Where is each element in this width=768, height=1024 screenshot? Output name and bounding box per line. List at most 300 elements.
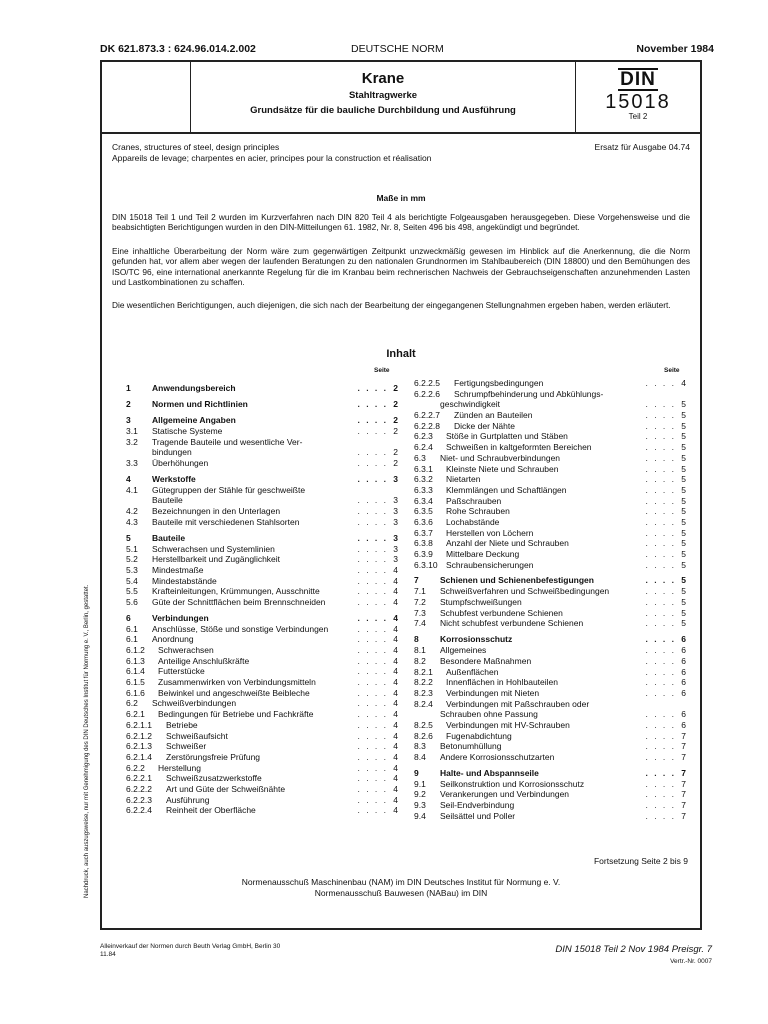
toc-entry-number: 6.2.2.6 [414,388,440,399]
toc-entry [126,656,398,667]
toc-entry-number: 8.2 [414,655,426,666]
toc-entry [414,474,686,485]
toc-entry [126,597,398,608]
toc-entry-number: 6.3.1 [414,463,433,474]
toc-entry-title: Schweißer [166,741,207,752]
toc-entry-page: 5 [681,586,686,597]
toc-entry [126,554,398,565]
toc-entry-page: 5 [681,474,686,485]
toc-leader-dots: . . . . [357,495,388,506]
toc-leader-dots: . . . . [645,687,676,698]
toc-leader-dots: . . . . [645,559,676,570]
distribution-number: Vertr.-Nr. 0007 [670,958,712,965]
toc-entry [414,399,686,410]
toc-entry-number: 7.1 [414,586,426,597]
toc-entry-title: Anordnung [152,634,194,645]
toc-entry [126,741,398,752]
toc-entry-number: 4.3 [126,516,138,527]
toc-entry-title: Stumpfschweißungen [440,597,522,608]
dk-classification: DK 621.873.3 : 624.96.014.2.002 [100,43,256,55]
toc-leader-dots: . . . . [357,698,388,709]
toc-entry-page: 5 [681,463,686,474]
toc-leader-dots: . . . . [357,415,388,425]
toc-entry-page: 7 [681,800,686,811]
toc-entry-page: 6 [681,709,686,720]
toc-entry [126,506,398,517]
toc-entry-title: Güte der Schnittflächen beim Brennschneiden [152,596,326,607]
toc-leader-dots: . . . . [645,677,676,688]
toc-entry-title: Nietarten [446,474,481,485]
paragraph-1: DIN 15018 Teil 1 und Teil 2 wurden im Kurzverfahren nach DIN 820 Teil 4 als berichtigte Folgeausgaben herausgegeben. Diese Vorgehensweise und die beabsichtigten Berichtigungen wurden in den DIN-Mitteilungen 61. 1982, Nr. 8, Seiten 496 bis 498, angekündigt und begründet. [112,212,690,233]
toc-entry-number: 6.3.4 [414,495,433,506]
toc-entry [414,517,686,528]
toc-leader-dots: . . . . [645,789,676,800]
toc-entry-title: Zerstörungsfreie Prüfung [166,751,261,762]
toc-entry-page: 4 [393,741,398,752]
toc-entry-title: Verbindungen mit Nieten [446,687,540,698]
toc-entry [414,549,686,560]
toc-entry [414,421,686,432]
footer-date-code: 11.84 [100,951,116,958]
toc-entry-number: 4.2 [126,506,138,517]
toc-entry-page: 4 [393,783,398,794]
toc-entry [414,431,686,442]
toc-entry-title: Reinheit der Oberfläche [166,805,256,816]
toc-entry-number: 5.4 [126,575,138,586]
toc-entry-page: 7 [681,778,686,789]
toc-entry-number: 6.2 [126,698,138,709]
toc-entry-title: Schweißaufsicht [166,730,228,741]
toc-leader-dots: . . . . [645,767,676,778]
toc-entry-number: 6.3.7 [414,527,433,538]
committee-note [102,877,700,898]
toc-entry [126,709,398,720]
toc-entry-number: 6.2.2 [126,762,145,773]
toc-entry-page: 7 [681,752,686,762]
toc-entry-number: 6.2.2.7 [414,410,440,421]
toc-entry [126,565,398,576]
toc-leader-dots: . . . . [645,730,676,741]
toc-entry-number: 6.1.3 [126,655,145,666]
toc-entry-number: 5.6 [126,596,138,607]
toc-entry [126,458,398,469]
toc-entry [126,677,398,688]
toc-entry [414,586,686,597]
toc-entry [126,437,398,448]
toc-entry-number: 6.3.2 [414,474,433,485]
toc-entry-page: 6 [681,655,686,666]
toc-entry [126,613,398,624]
toc-entry-title: Bauteile [152,495,183,506]
toc-leader-dots: . . . . [645,516,676,527]
title-block [102,62,700,134]
toc-leader-dots: . . . . [645,800,676,811]
toc-leader-dots: . . . . [357,383,388,393]
toc-entry-page: 2 [393,415,398,425]
toc-entry [414,608,686,619]
toc-entry [414,731,686,742]
toc-leader-dots: . . . . [645,442,676,453]
toc-entry-number: 4 [126,473,131,484]
din-number: 15018 [605,91,671,113]
toc-entry-number: 6.1 [126,623,138,634]
toc-entry [126,773,398,784]
toc-entry-title: Statische Systeme [152,426,223,436]
toc-entry-title: Halte- und Abspannseile [440,767,539,778]
toc-entry-title: Kleinste Niete und Schrauben [446,463,559,474]
committee-line-2: Normenausschuß Bauwesen (NABau) im DIN [314,887,488,898]
toc-entry [414,464,686,475]
toc-leader-dots: . . . . [357,655,388,666]
toc-leader-dots: . . . . [357,458,388,469]
toc-entry-page: 3 [393,543,398,554]
paragraph-2: Eine inhaltliche Überarbeitung der Norm wäre zum gegenwärtigen Zeitpunkt unzweckmäßig gewesen im Hinblick auf die Anerkennung, die die Norm gefunden hat, vor allem aber wegen der laufenden Beratungen zu den nationalen Grundnormen im Stahlbaubereich (DIN 18800) und den Bemühungen des ISO/TC 96, eine international anerkannte Regelung für die im Kranbau beim rechnerischen Nachweis der Gebrauchseigenschaften anzunehmenden Lasten und Lastkombinationen zu schaffen. [112,246,690,288]
toc-leader-dots: . . . . [645,575,676,586]
toc-leader-dots: . . . . [645,586,676,597]
toc-entry-page: 3 [393,473,398,484]
toc-entry-title: Zusammenwirken von Verbindungsmitteln [158,677,316,688]
toc-leader-dots: . . . . [645,778,676,789]
toc-entry-title: Rohe Schrauben [446,506,510,517]
toc-entry [126,533,398,544]
toc-entry [126,795,398,806]
toc-leader-dots: . . . . [645,474,676,485]
toc-entry-title: Verbindungen [152,612,209,623]
toc-leader-dots: . . . . [645,719,676,730]
toc-leader-dots: . . . . [357,634,388,645]
toc-entry [414,699,686,710]
toc-entry-number: 6.3.9 [414,549,433,559]
toc-entry-number: 6.2.3 [414,431,433,442]
toc-entry-number: 6.1.2 [126,645,145,655]
toc-entry [126,752,398,763]
toc-entry-title: Schraubensicherungen [446,559,534,570]
toc-entry-title: Betonumhüllung [440,741,502,752]
toc-leader-dots: . . . . [357,612,388,623]
toc-entry-number: 3 [126,415,131,425]
toc-entry-number: 6.3.10 [414,559,438,570]
toc-leader-dots: . . . . [357,516,388,527]
toc-entry-title: Schweißzusatzwerkstoffe [166,773,262,784]
toc-entry-page: 3 [393,495,398,506]
toc-entry [126,415,398,426]
continuation-note: Fortsetzung Seite 2 bis 9 [593,856,688,866]
toc-entry-title: Seil-Endverbindung [440,800,515,811]
toc-leader-dots: . . . . [357,426,388,436]
toc-entry-title: Art und Güte der Schweißnähte [166,783,286,794]
toc-entry-title: Seilkonstruktion und Korrosionsschutz [440,778,585,789]
toc-entry-title: Außenflächen [446,666,499,677]
title-block-center [191,62,576,132]
toc-entry [414,789,686,800]
toc-entry-title: Zünden an Bauteilen [454,410,533,421]
publisher-note: Alleinverkauf der Normen durch Beuth Verlag GmbH, Berlin 30 [100,943,281,950]
toc-entry-page: 2 [393,447,398,458]
toc-entry-number: 6.3.8 [414,538,433,549]
toc-leader-dots: . . . . [645,645,676,656]
toc-entry-page: 7 [681,767,686,778]
toc-heading: Inhalt [386,348,416,360]
toc-entry-page: 7 [681,789,686,800]
toc-entry [414,720,686,731]
document-title: Krane [361,70,405,87]
toc-entry-title: Bedingungen für Betriebe und Fachkräfte [158,709,314,720]
toc-page-label-left: Seite [374,367,390,374]
toc-entry [414,453,686,464]
toc-entry-page: 5 [681,607,686,618]
toc-entry-page: 4 [393,719,398,730]
toc-entry-number: 7 [414,575,419,586]
toc-entry [126,426,398,437]
toc-entry-number: 7.2 [414,597,426,608]
toc-leader-dots: . . . . [645,420,676,431]
toc-entry-number: 5 [126,532,131,543]
toc-entry [414,752,686,763]
toc-entry-title: Herstellung [158,762,201,773]
toc-entry [126,544,398,555]
toc-entry-title: Schrumpfbehinderung und Abkühlungs- [454,388,604,399]
toc-leader-dots: . . . . [357,506,388,517]
toc-entry-title: Allgemeine Angaben [152,415,236,425]
issue-date: November 1984 [636,43,714,55]
toc-entry [414,618,686,629]
toc-entry [126,634,398,645]
toc-entry-title: Schwerachsen und Systemlinien [152,543,275,554]
toc-entry-title: Normen und Richtlinien [152,399,248,409]
toc-entry-number: 6.3.3 [414,484,433,495]
toc-entry [126,517,398,528]
toc-entry [414,768,686,779]
toc-entry-title: Schweißen in kaltgeformten Bereichen [446,442,592,453]
toc-entry-number: 6.2.2.2 [126,783,152,794]
toc-entry [126,666,398,677]
toc-entry-page: 6 [681,634,686,645]
toc-entry [414,560,686,571]
toc-entry-number: 6.2.1 [126,709,145,720]
toc-entry-number: 6.2.1.4 [126,751,152,762]
toc-entry-number: 6.2.1.2 [126,730,152,741]
toc-entry-number: 6.2.2.8 [414,420,440,431]
toc-entry-number: 6.2.2.1 [126,773,152,784]
toc-entry-title: Anwendungsbereich [152,383,236,393]
toc-entry-number: 9 [414,767,419,778]
toc-entry-number: 8 [414,634,419,645]
toc-entry [414,538,686,549]
toc-leader-dots: . . . . [357,805,388,816]
toc-entry-page: 5 [681,559,686,570]
toc-entry-title: Seilsättel und Poller [440,810,516,821]
toc-entry-title: bindungen [152,447,192,458]
french-title: Appareils de levage; charpentes en acier, principes pour la construction et réalisation [112,153,432,163]
toc-leader-dots: . . . . [645,549,676,559]
toc-entry-page: 6 [681,645,686,656]
toc-entry [126,586,398,597]
toc-leader-dots: . . . . [645,431,676,442]
toc-entry [414,811,686,822]
toc-leader-dots: . . . . [357,645,388,655]
toc-entry-page: 4 [393,645,398,655]
toc-entry [414,779,686,790]
toc-leader-dots: . . . . [357,473,388,484]
toc-entry-title: Fugenabdichtung [446,730,512,741]
toc-entry-title: Korrosionsschutz [440,634,513,645]
toc-entry-page: 7 [681,730,686,741]
toc-page-label-right: Seite [664,367,680,374]
toc-entry [126,399,398,410]
toc-entry-page: 5 [681,549,686,559]
toc-leader-dots: . . . . [645,655,676,666]
toc-leader-dots: . . . . [357,532,388,543]
toc-entry-number: 5.5 [126,586,138,597]
toc-entry-title: Tragende Bauteile und wesentliche Ver- [152,436,303,447]
toc-leader-dots: . . . . [645,607,676,618]
toc-leader-dots: . . . . [645,452,676,463]
toc-entry [414,656,686,667]
toc-entry-page: 3 [393,516,398,527]
toc-entry-page: 2 [393,399,398,409]
toc-left-column [126,378,398,816]
toc-leader-dots: . . . . [357,762,388,773]
toc-entry-title: Besondere Maßnahmen [440,655,532,666]
toc-entry [414,709,686,720]
toc-entry-title: Bauteile [152,532,186,543]
toc-entry-number: 8.2.5 [414,719,433,730]
toc-entry-page: 4 [393,751,398,762]
toc-entry-page: 6 [681,687,686,698]
toc-entry [414,575,686,586]
toc-entry [126,698,398,709]
toc-entry-page: 5 [681,495,686,506]
toc-leader-dots: . . . . [645,709,676,720]
din-number-block [576,62,700,132]
toc-entry-page: 4 [393,709,398,720]
toc-entry-number: 6.2.1.3 [126,741,152,752]
toc-entry-number: 9.4 [414,810,426,821]
toc-entry-title: Anzahl der Niete und Schrauben [446,538,569,549]
toc-entry-title: Werkstoffe [152,473,196,484]
toc-entry-page: 3 [393,506,398,517]
intro-block [112,142,690,164]
document-subtitle: Stahltragwerke [348,90,418,101]
toc-leader-dots: . . . . [357,447,388,458]
paragraph-3: Die wesentlichen Berichtigungen, auch diejenigen, die sich nach der Bearbeitung der eingegangenen Stellungnahmen ergeben haben, werden erläutert. [112,300,671,310]
toc-leader-dots: . . . . [645,597,676,608]
toc-entry [414,410,686,421]
toc-entry [126,495,398,506]
toc-leader-dots: . . . . [645,810,676,821]
toc-leader-dots: . . . . [645,666,676,677]
toc-entry-number: 8.3 [414,741,426,752]
toc-leader-dots: . . . . [645,399,676,410]
side-copyright-text: Nachdruck, auch auszugsweise, nur mit Genehmigung des DIN Deutsches Institut für Normung e. V., Berlin, gestattet. [84,584,90,898]
toc-entry-page: 6 [681,719,686,730]
toc-entry-number: 6.2.1.1 [126,719,152,730]
toc-entry-title: Dicke der Nähte [454,420,515,431]
toc-entry [414,741,686,752]
toc-leader-dots: . . . . [357,564,388,575]
top-header-line [100,43,714,57]
toc-entry-title: Bauteile mit verschiedenen Stahlsorten [152,516,300,527]
toc-leader-dots: . . . . [357,773,388,784]
document-subtitle-2: Grundsätze für die bauliche Durchbildung und Ausführung [250,105,516,116]
toc-entry [126,645,398,656]
toc-entry [414,378,686,389]
toc-entry-title: Schwerachsen [158,645,214,655]
toc-entry-page: 4 [393,655,398,666]
toc-entry-title: Verankerungen und Verbindungen [440,789,570,800]
toc-entry [414,677,686,688]
toc-entry-number: 8.4 [414,752,426,762]
toc-entry-title: Anteilige Anschlußkräfte [158,655,250,666]
toc-entry-number: 6.2.2.5 [414,378,440,388]
toc-entry [414,442,686,453]
toc-entry-page: 4 [393,612,398,623]
toc-leader-dots: . . . . [357,687,388,698]
toc-entry-page: 3 [393,532,398,543]
toc-entry-number: 8.2.3 [414,687,433,698]
toc-entry-title: Schienen und Schienenbefestigungen [440,575,594,586]
toc-entry-page: 5 [681,527,686,538]
toc-entry-page: 5 [681,420,686,431]
toc-entry [126,784,398,795]
toc-entry-title: Klemmlängen und Schaftlängen [446,484,567,495]
toc-entry-page: 4 [393,730,398,741]
toc-entry-title: Betriebe [166,719,198,730]
toc-entry [414,528,686,539]
toc-leader-dots: . . . . [645,752,676,762]
deutsche-norm-label: DEUTSCHE NORM [351,43,444,55]
toc-leader-dots: . . . . [645,378,676,388]
toc-entry-page: 6 [681,666,686,677]
toc-leader-dots: . . . . [357,554,388,565]
toc-entry-number: 6.1.4 [126,666,145,677]
toc-entry-page: 4 [393,773,398,784]
toc-entry [126,576,398,587]
toc-entry-page: 5 [681,484,686,495]
din-part: Teil 2 [628,112,648,121]
toc-leader-dots: . . . . [357,783,388,794]
toc-entry-page: 4 [393,586,398,597]
toc-leader-dots: . . . . [357,730,388,741]
toc-entry-number: 5.3 [126,564,138,575]
toc-leader-dots: . . . . [357,794,388,805]
toc-entry-number: 8.2.1 [414,666,433,677]
toc-entry-page: 5 [681,442,686,453]
toc-entry-page: 5 [681,399,686,410]
toc-entry-page: 4 [393,623,398,634]
toc-entry [126,474,398,485]
toc-leader-dots: . . . . [645,463,676,474]
toc-leader-dots: . . . . [357,623,388,634]
toc-entry-page: 5 [681,597,686,608]
toc-entry [414,645,686,656]
toc-entry-title: Herstellen von Löchern [446,527,534,538]
toc-entry-number: 9.2 [414,789,426,800]
toc-entry-number: 6.1 [126,634,138,645]
toc-entry [126,485,398,496]
toc-entry-title: Fertigungsbedingungen [454,378,544,388]
toc-entry-number: 3.1 [126,426,138,436]
toc-leader-dots: . . . . [645,410,676,421]
toc-entry-number: 5.1 [126,543,138,554]
toc-leader-dots: . . . . [645,741,676,752]
toc-entry-number: 6 [126,612,131,623]
toc-entry [126,624,398,635]
toc-entry-title: Paßschrauben [446,495,502,506]
toc-entry-number: 7.4 [414,618,426,629]
toc-entry-page: 4 [393,687,398,698]
toc-leader-dots: . . . . [357,677,388,688]
